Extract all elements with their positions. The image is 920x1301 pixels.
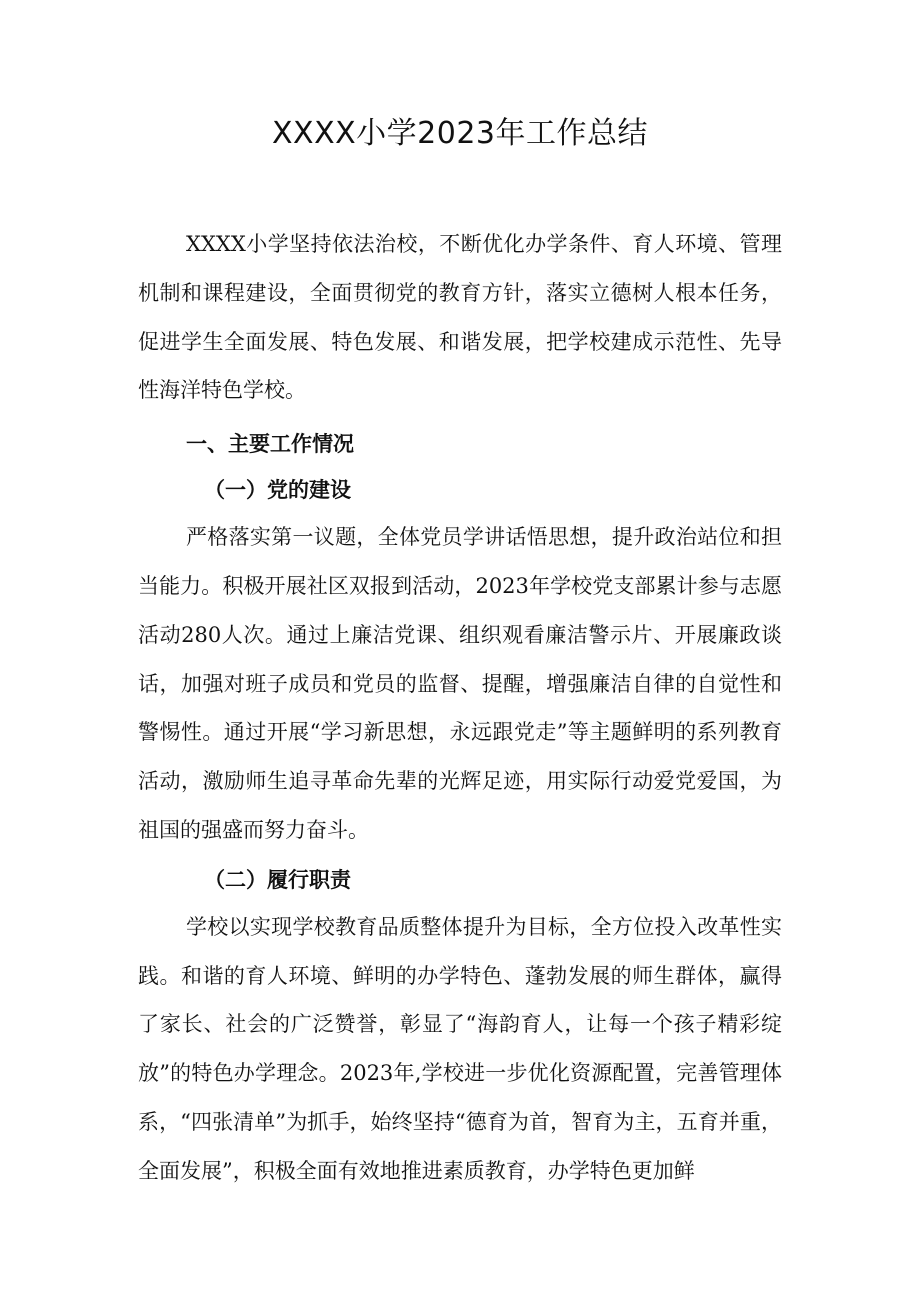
document-body <box>138 220 782 1196</box>
duties-paragraph: 学校以实现学校教育品质整体提升为目标，全方位投入改革性实践。和谐的育人环境、鲜明的办学特色、蓬勃发展的师生群体，赢得了家长、社会的广泛赞誉，彰显了“海韵育人，让每一个孩子精彩绽放”的特色办学理念。2023年,学校进一步优化资源配置，完善管理体系，“四张清单”为抓手，始终坚持“德育为首，智育为主，五育并重，全面发展”，积极全面有效地推进素质教育，办学特色更加鲜 <box>138 914 782 1183</box>
intro-paragraph: XXXX小学坚持依法治校，不断优化办学条件、育人环境、管理机制和课程建设，全面贯彻党的教育方针，落实立德树人根本任务，促进学生全面发展、特色发展、和谐发展，把学校建成示范性、先导性海洋特色学校。 <box>138 232 782 403</box>
subsection-heading-duties: （二）履行职责 <box>204 867 351 892</box>
section-heading-main-work: 一、主要工作情况 <box>186 432 354 457</box>
party-building-paragraph: 严格落实第一议题，全体党员学讲话悟思想，提升政治站位和担当能力。积极开展社区双报到活动，2023年学校党支部累计参与志愿活动280人次。通过上廉洁党课、组织观看廉洁警示片、开展廉政谈话，加强对班子成员和党员的监督、提醒，增强廉洁自律的自觉性和警惕性。通过开展“学习新思想，永远跟党走”等主题鲜明的系列教育活动，激励师生追寻革命先辈的光辉足迹，用实际行动爱党爱国，为祖国的强盛而努力奋斗。 <box>138 525 782 842</box>
subsection-heading-party-building: （一）党的建设 <box>204 478 351 503</box>
document-title: XXXX小学2023年工作总结 <box>271 116 649 151</box>
